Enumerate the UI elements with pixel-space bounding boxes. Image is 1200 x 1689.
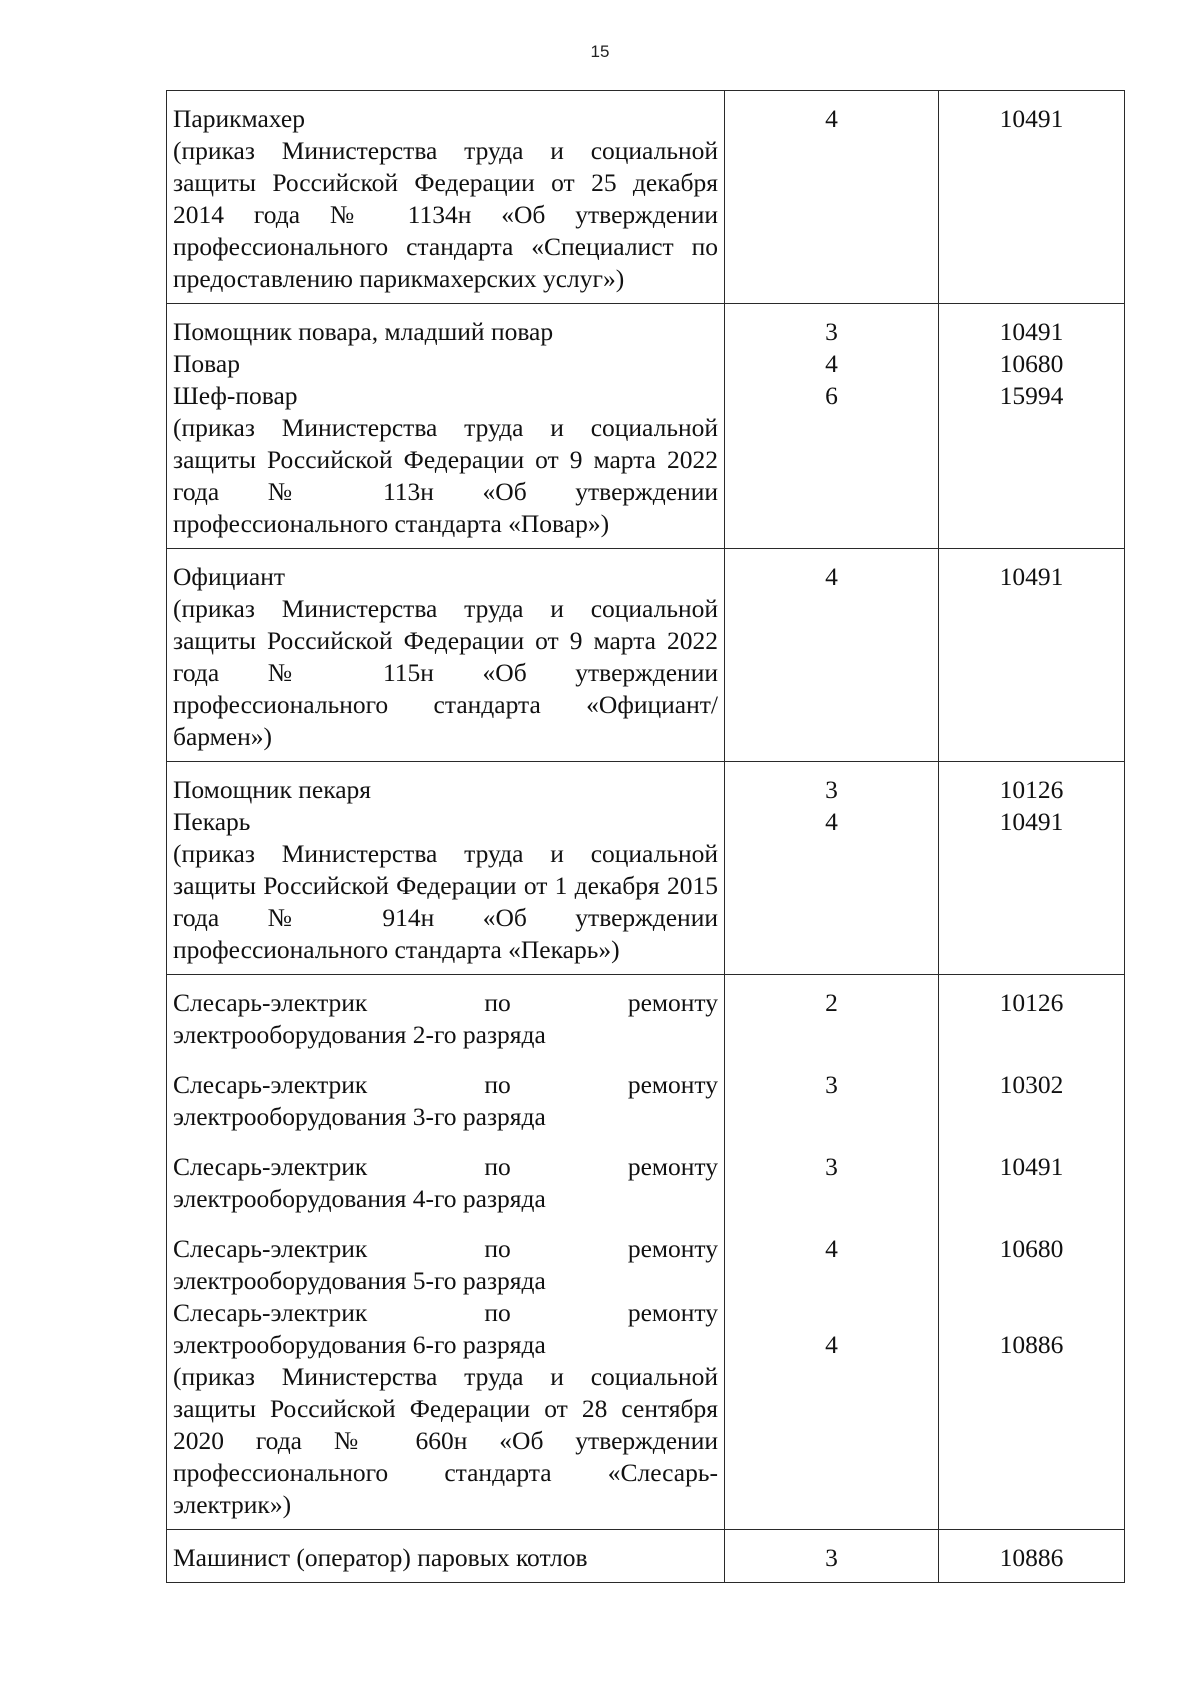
profession-name: Официант (173, 562, 285, 591)
table-row (167, 762, 1125, 975)
qualification-level-cell (725, 1530, 939, 1583)
profession-name: Слесарь-электрик по ремонту электрооборудования 3-го разряда (173, 1070, 718, 1131)
profession-code: 10491 (999, 317, 1064, 346)
profession-name: Слесарь-электрик по ремонту электрооборудования 4-го разряда (173, 1152, 718, 1213)
qualification-level-cell (725, 91, 939, 304)
profession-code: 10126 (999, 775, 1064, 804)
profession-code: 10886 (999, 1330, 1064, 1359)
qualification-level: 6 (825, 381, 838, 410)
profession-name: Слесарь-электрик по ремонту электрооборудования 2-го разряда (173, 988, 718, 1049)
qualification-level: 4 (825, 1330, 838, 1359)
code-cell (939, 1530, 1125, 1583)
profession-name: Помощник повара, младший повар (173, 317, 554, 346)
table-row (167, 1530, 1125, 1583)
profession-cell (167, 762, 725, 975)
profession-name: Помощник пекаря (173, 775, 372, 804)
profession-code: 10886 (999, 1543, 1064, 1572)
qualification-level: 4 (825, 807, 838, 836)
qualification-level: 3 (825, 1152, 838, 1181)
profession-code: 10491 (999, 1152, 1064, 1181)
qualification-level-cell (725, 304, 939, 549)
profession-name: Шеф-повар (173, 381, 298, 410)
qualification-level-cell (725, 549, 939, 762)
code-cell (939, 975, 1125, 1530)
profession-name: Машинист (оператор) паровых котлов (173, 1543, 588, 1572)
page-number: 15 (590, 42, 610, 61)
qualification-level: 4 (825, 349, 838, 378)
qualification-level: 4 (825, 1234, 838, 1263)
profession-code: 10491 (999, 104, 1064, 133)
profession-code: 10491 (999, 807, 1064, 836)
profession-name: Повар (173, 349, 240, 378)
table-row (167, 549, 1125, 762)
profession-cell (167, 1530, 725, 1583)
qualification-level: 3 (825, 317, 838, 346)
profession-name: Парикмахер (173, 104, 305, 133)
profession-code: 10126 (999, 988, 1064, 1017)
profession-cell (167, 304, 725, 549)
table-row (167, 975, 1125, 1530)
profession-code: 15994 (999, 381, 1064, 410)
profession-code: 10302 (999, 1070, 1064, 1099)
order-reference: (приказ Министерства труда и социальной защиты Российской Федерации от 9 марта 2022 года № 115н «Об утверждении профессионального стандарта «Официант/бармен») (173, 594, 718, 751)
code-cell (939, 762, 1125, 975)
profession-cell (167, 91, 725, 304)
profession-name: Слесарь-электрик по ремонту электрооборудования 5-го разряда (173, 1234, 718, 1295)
qualification-level: 4 (825, 562, 838, 591)
profession-code: 10491 (999, 562, 1064, 591)
profession-code: 10680 (999, 1234, 1064, 1263)
profession-cell (167, 549, 725, 762)
table-row (167, 91, 1125, 304)
qualification-level: 3 (825, 1070, 838, 1099)
profession-name: Слесарь-электрик по ремонту электрооборудования 6-го разряда (173, 1298, 718, 1359)
code-cell (939, 304, 1125, 549)
qualification-level-cell (725, 762, 939, 975)
profession-name: Пекарь (173, 807, 251, 836)
order-reference: (приказ Министерства труда и социальной защиты Российской Федерации от 25 декабря 2014 года № 1134н «Об утверждении профессионального стандарта «Специалист по предоставлению парикмахерских услуг») (173, 136, 718, 293)
code-cell (939, 549, 1125, 762)
qualification-level: 3 (825, 1543, 838, 1572)
profession-cell (167, 975, 725, 1530)
professions-table (166, 90, 1125, 1583)
table-row (167, 304, 1125, 549)
qualification-level-cell (725, 975, 939, 1530)
order-reference: (приказ Министерства труда и социальной защиты Российской Федерации от 28 сентября 2020 года № 660н «Об утверждении профессионального стандарта «Слесарь-электрик») (173, 1362, 718, 1519)
qualification-level: 4 (825, 104, 838, 133)
qualification-level: 2 (825, 988, 838, 1017)
qualification-level: 3 (825, 775, 838, 804)
order-reference: (приказ Министерства труда и социальной защиты Российской Федерации от 9 марта 2022 года № 113н «Об утверждении профессионального стандарта «Повар») (173, 413, 718, 538)
code-cell (939, 91, 1125, 304)
profession-code: 10680 (999, 349, 1064, 378)
order-reference: (приказ Министерства труда и социальной защиты Российской Федерации от 1 декабря 2015 года № 914н «Об утверждении профессионального стандарта «Пекарь») (173, 839, 718, 964)
